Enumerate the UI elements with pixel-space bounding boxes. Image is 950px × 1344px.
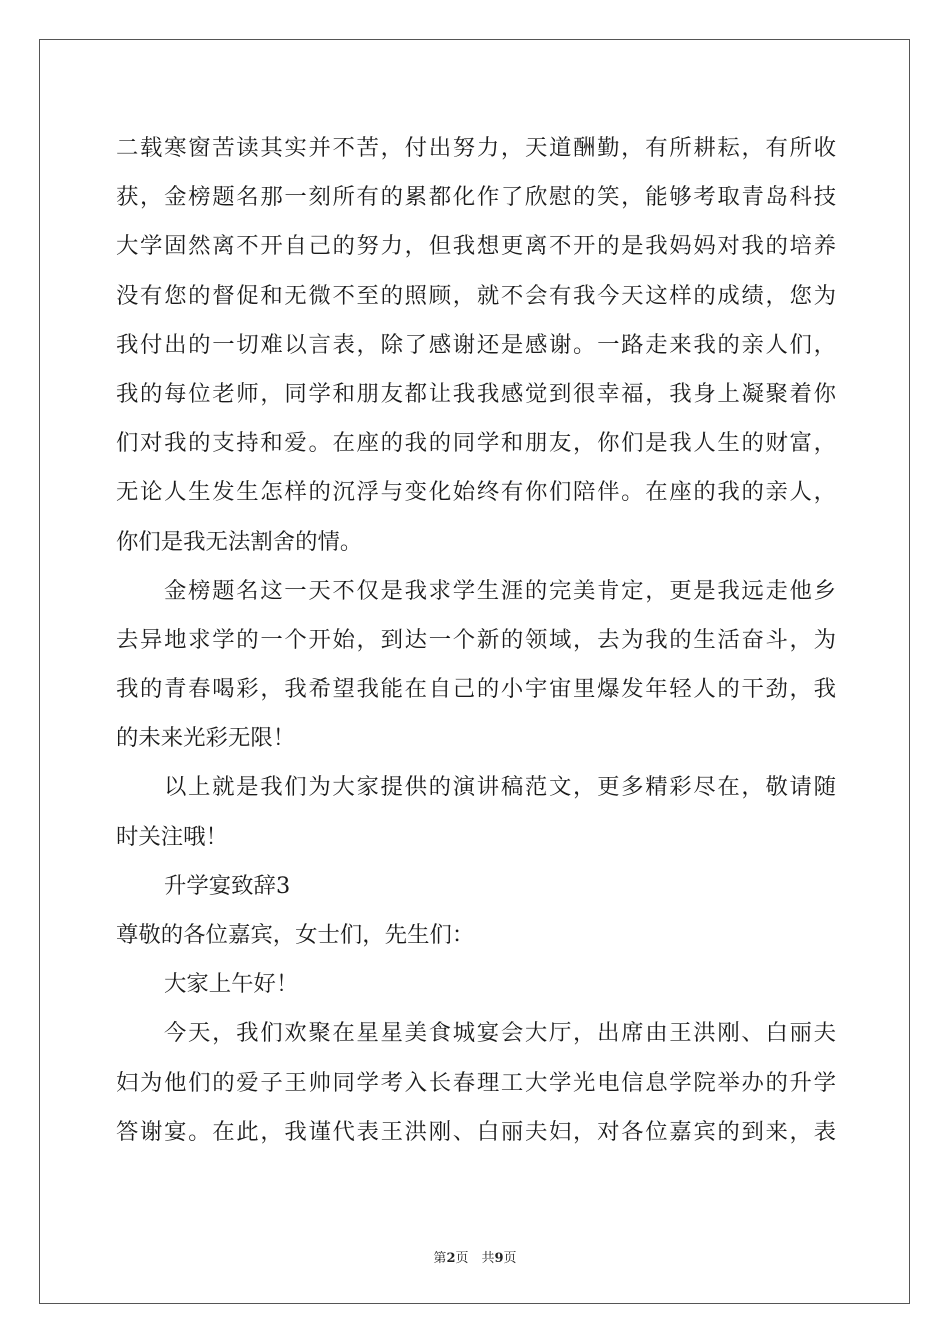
- text-line: 没有您的督促和无微不至的照顾，就不会有我今天这样的成绩，您为: [116, 282, 836, 309]
- text-line: 今天，我们欢聚在星星美食城宴会大厅，出席由王洪刚、白丽夫: [164, 1020, 836, 1047]
- text-line: 时关注哦！: [116, 823, 228, 850]
- text-line: 们对我的支持和爱。在座的我的同学和朋友，你们是我人生的财富，: [116, 430, 836, 457]
- footer-prefix: 第: [433, 1251, 447, 1266]
- text-line: 去异地求学的一个开始，到达一个新的领域，去为我的生活奋斗，为: [116, 626, 836, 653]
- text-line: 的未来光彩无限！: [116, 725, 296, 752]
- page-footer: [0, 1247, 950, 1266]
- text-line: 我的青春喝彩，我希望我能在自己的小宇宙里爆发年轻人的干劲，我: [116, 676, 836, 703]
- text-line: 以上就是我们为大家提供的演讲稿范文，更多精彩尽在，敬请随: [164, 774, 836, 801]
- text-line: 妇为他们的爱子王帅同学考入长春理工大学光电信息学院举办的升学: [116, 1069, 836, 1096]
- text-line: 大学固然离不开自己的努力，但我想更离不开的是我妈妈对我的培养: [116, 233, 836, 260]
- text-line: 金榜题名这一天不仅是我求学生涯的完美肯定，更是我远走他乡: [164, 577, 836, 604]
- document-body: [116, 124, 836, 1157]
- text-line: 我付出的一切难以言表，除了感谢还是感谢。一路走来我的亲人们，: [116, 331, 836, 358]
- text-line: 无论人生发生怎样的沉浮与变化始终有你们陪伴。在座的我的亲人，: [116, 479, 836, 506]
- text-line: 你们是我无法割舍的情。: [116, 528, 363, 555]
- text-line: 尊敬的各位嘉宾，女士们，先生们：: [116, 922, 475, 948]
- text-line: 大家上午好！: [164, 971, 299, 998]
- text-line: 我的每位老师，同学和朋友都让我我感觉到很幸福，我身上凝聚着你: [116, 380, 836, 407]
- text-line: 答谢宴。在此，我谨代表王洪刚、白丽夫妇，对各位嘉宾的到来，表: [116, 1118, 836, 1145]
- footer-page-number: 2: [446, 1251, 456, 1266]
- footer-page-suffix: 页 共: [455, 1251, 495, 1266]
- text-line: 获，金榜题名那一刻所有的累都化作了欣慰的笑，能够考取青岛科技: [116, 184, 836, 211]
- footer-total-suffix: 页: [503, 1251, 517, 1266]
- text-line: 升学宴致辞3: [164, 872, 291, 899]
- text-line: 二载寒窗苦读其实并不苦，付出努力，天道酬勤，有所耕耘，有所收: [116, 135, 836, 161]
- footer-total-pages: 9: [494, 1251, 504, 1266]
